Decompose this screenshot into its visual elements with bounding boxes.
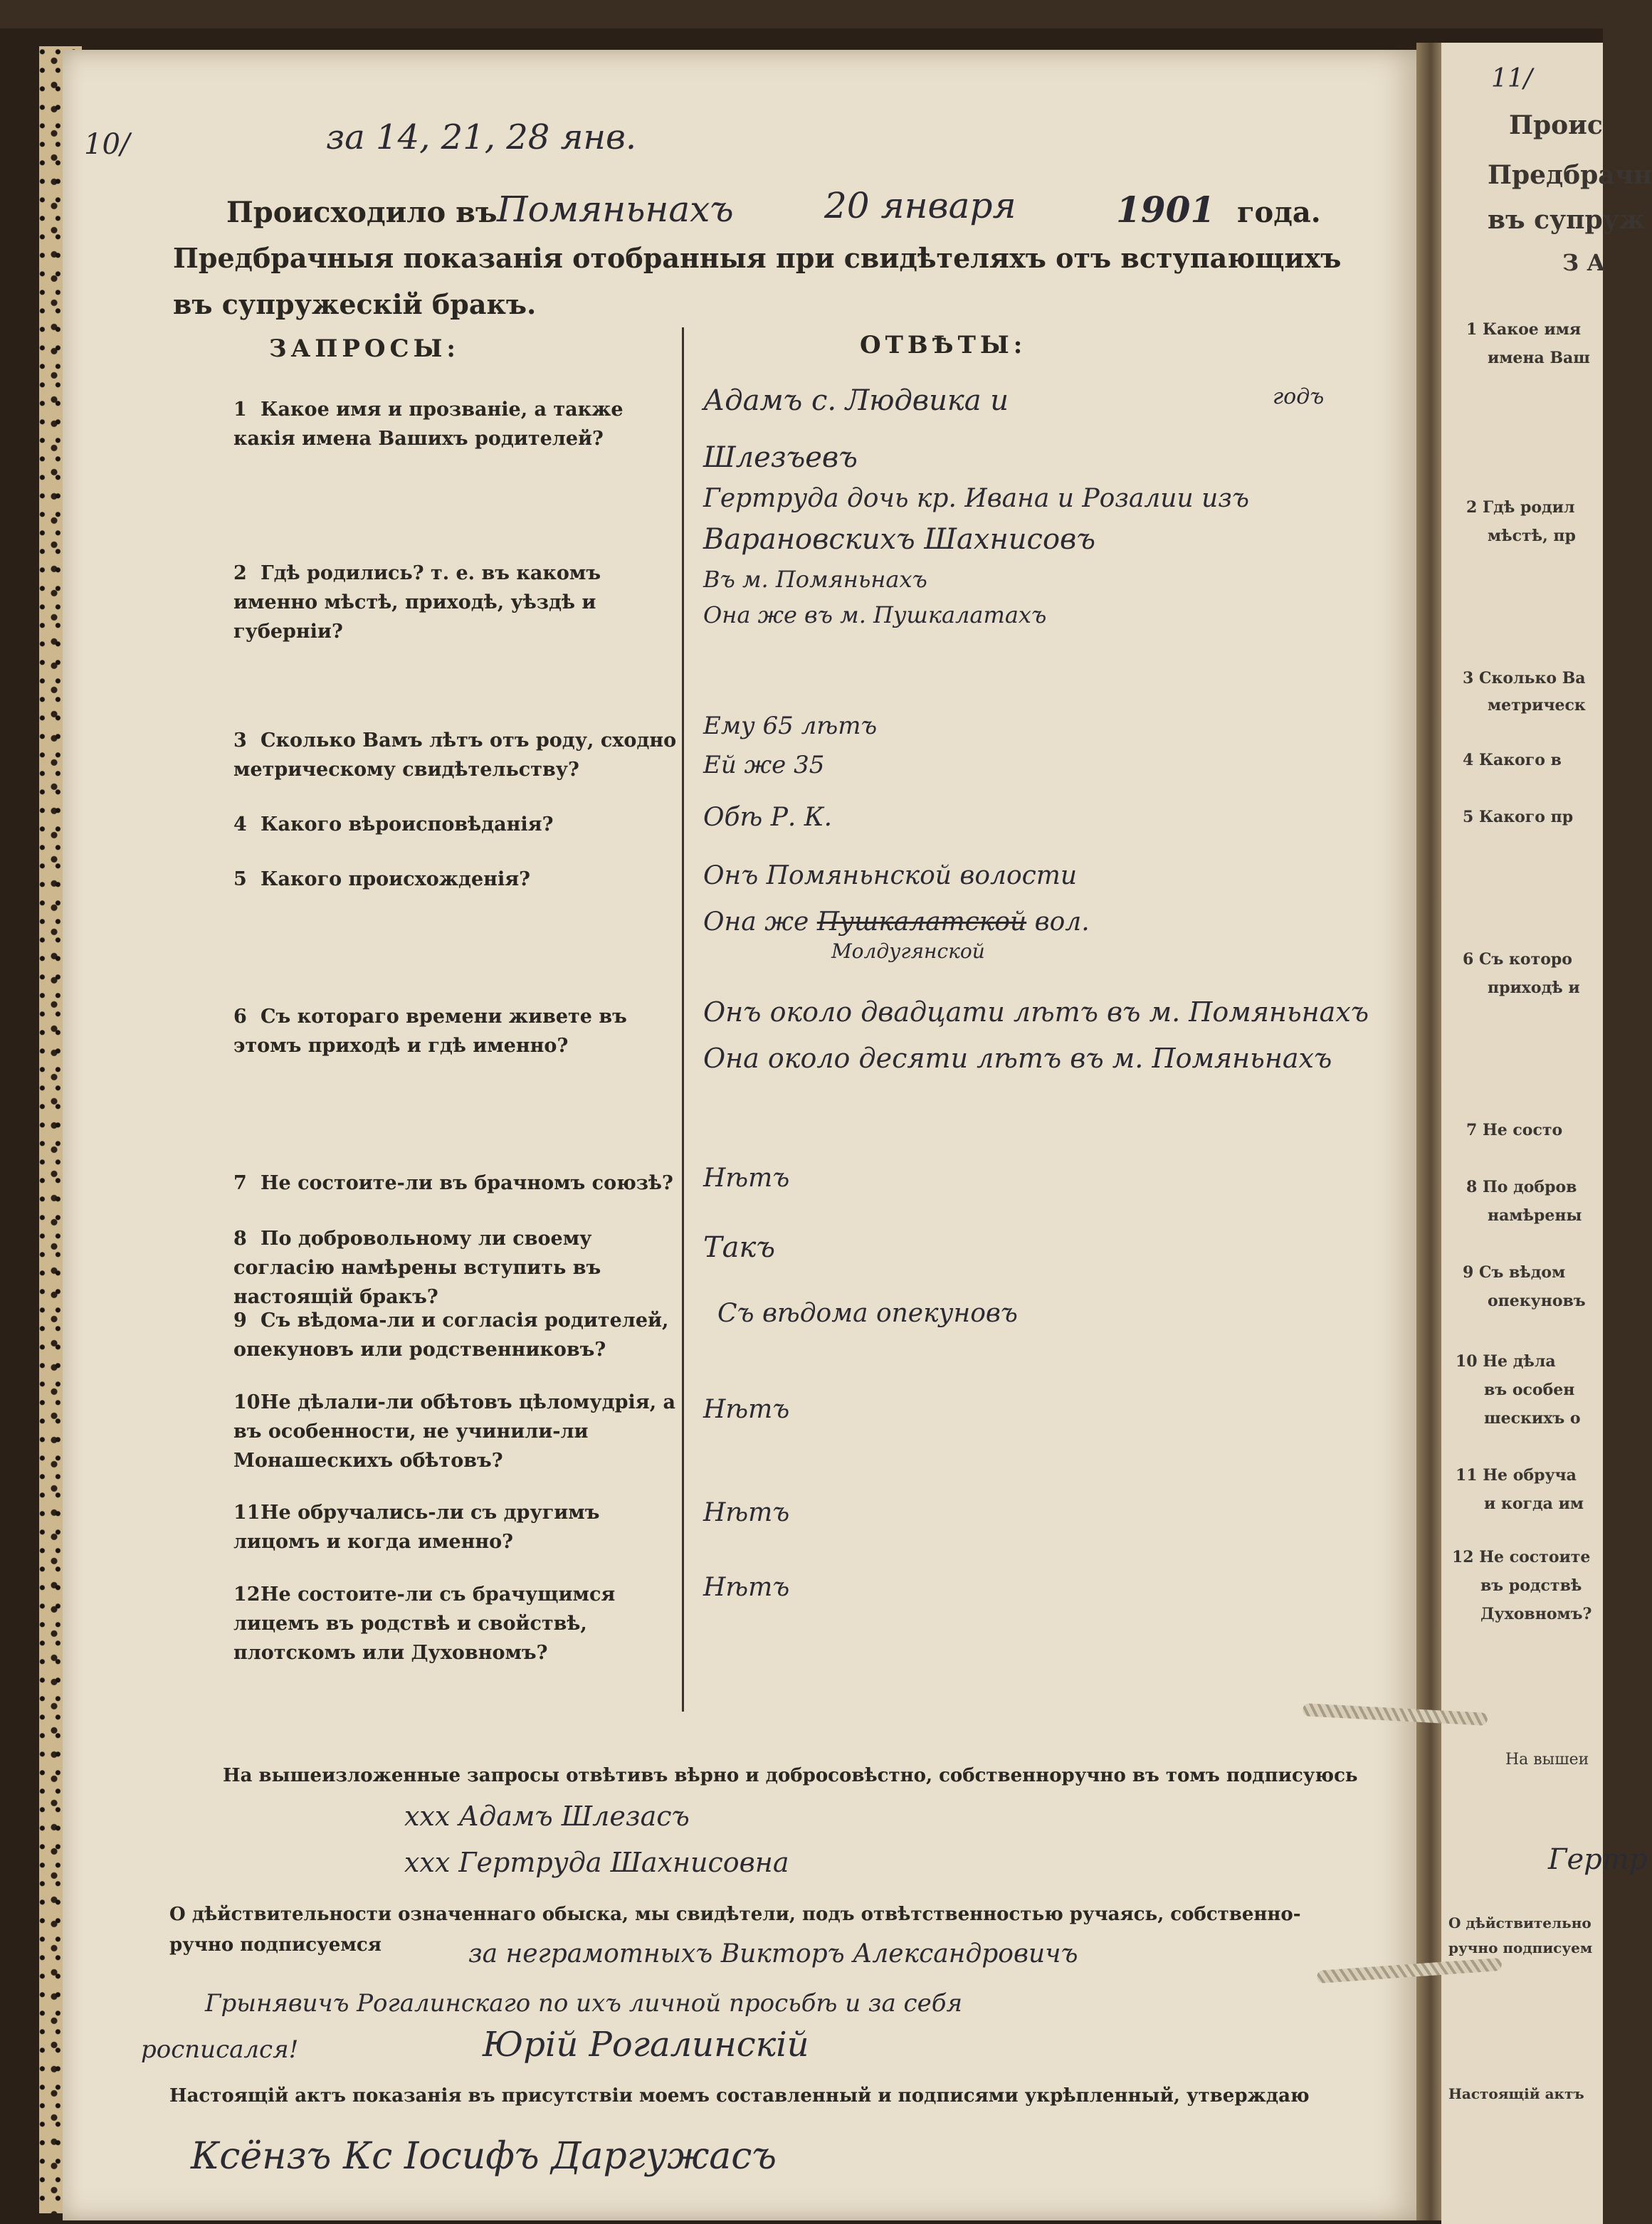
np-q10: 10 Не дѣла <box>1456 1352 1556 1371</box>
np-q4: 4 Какого в <box>1463 751 1562 769</box>
np-q10c: шескихъ о <box>1484 1409 1581 1428</box>
np-q12c: Духовномъ? <box>1480 1605 1592 1623</box>
header-date: 20 января <box>824 185 1016 226</box>
np-q9b: опекуновъ <box>1488 1292 1586 1310</box>
answer-10: Нѣтъ <box>703 1395 790 1424</box>
np-header2: Предбрачн <box>1488 160 1652 190</box>
np-q11: 11 Не обруча <box>1456 1466 1577 1485</box>
header-line1-suffix: года. <box>1237 196 1321 229</box>
header-year: 1901 <box>1116 189 1216 231</box>
question-10: 10Не дѣлали-ли обѣтовъ цѣломудрія, а въ особенности, не учинили-ли Монашескихъ обѣтовъ? <box>233 1391 676 1472</box>
signature-groom: xxx Адамъ Шлезасъ <box>404 1801 690 1832</box>
np-f5: Настоящій актъ <box>1448 2085 1584 2102</box>
np-q7: 7 Не состо <box>1466 1121 1563 1139</box>
question-12: 12Не состоите-ли съ брачущимся лицемъ въ родствѣ и свойствѣ, плотскомъ или Духовномъ? <box>233 1583 616 1664</box>
witness-text-2: ручно подписуемся <box>169 1934 382 1956</box>
right-page-fragment <box>1441 43 1652 2224</box>
question-5: 5 Какого происхожденія? <box>233 868 530 890</box>
left-page-number: 10/ <box>84 128 130 161</box>
np-f2: Гертр <box>1548 1843 1648 1876</box>
np-header3: въ супруж <box>1488 205 1646 235</box>
np-q2b: мѣстѣ, пр <box>1488 527 1576 545</box>
np-f3: О дѣйствительно <box>1448 1914 1592 1931</box>
answer-2-line2: Она же въ м. Пушкалатахъ <box>703 601 1047 628</box>
np-q6: 6 Съ которо <box>1463 950 1572 969</box>
answer-2-line1: Въ м. Помяньнахъ <box>703 566 927 593</box>
questions-heading: ЗАПРОСЫ: <box>269 334 460 363</box>
question-8: 8 По добровольному ли своему согласію намѣрены вступить въ настоящій бракъ? <box>233 1228 601 1308</box>
answer-1-line3: Гертруда дочь кр. Ивана и Розалии изъ <box>703 484 1249 513</box>
np-f4: ручно подписуем <box>1448 1939 1593 1956</box>
answer-4: Обѣ Р. К. <box>703 803 833 832</box>
answer-5-line2: Она же Пушкалатской вол. <box>703 907 1090 937</box>
np-f1: На вышеи <box>1505 1751 1589 1769</box>
left-page <box>63 50 1426 2220</box>
np-q8b: намѣрены <box>1488 1206 1582 1225</box>
question-2: 2 Гдѣ родились? т. е. въ какомъ именно мѣстѣ, приходѣ, уѣздѣ и губерніи? <box>233 562 601 643</box>
np-q12: 12 Не состоите <box>1452 1548 1591 1566</box>
answer-1-line1: Адамъ с. Людвика и <box>703 384 1009 417</box>
affirm-text: На вышеизложенные запросы отвѣтивъ вѣрно и добросовѣстно, собственноручно въ томъ подписуюсь <box>223 1765 1358 1786</box>
question-3: 3 Сколько Вамъ лѣтъ отъ роду, сходно метрическому свидѣтельству? <box>233 729 677 781</box>
answer-3-line1: Ему 65 лѣтъ <box>703 712 878 740</box>
np-header1: Проис <box>1509 110 1603 140</box>
priest-signature: Ксёнзъ Кс Іосифъ Даргужасъ <box>191 2135 777 2178</box>
question-11: 11Не обручались-ли съ другимъ лицомъ и когда именно? <box>233 1502 600 1553</box>
np-col-head: З А <box>1562 249 1606 276</box>
handwritten-dates: за 14, 21, 28 янв. <box>326 117 637 157</box>
np-q10b: въ особен <box>1484 1381 1575 1399</box>
np-q6b: приходѣ и <box>1488 979 1580 997</box>
np-q5: 5 Какого пр <box>1463 808 1574 826</box>
answer-1-line4: Варановскихъ Шахнисовъ <box>703 523 1095 556</box>
answer-7: Нѣтъ <box>703 1164 790 1193</box>
np-q11b: и когда им <box>1484 1495 1584 1513</box>
witness-signature: Юрій Рогалинскій <box>483 2025 809 2065</box>
answers-heading: ОТВѢТЫ: <box>860 331 1027 359</box>
answer-3-line2: Ей же 35 <box>703 751 825 779</box>
witness-text-1: О дѣйствительности означеннаго обыска, мы свидѣтели, подъ отвѣтственностью ручаясь, собственно- <box>169 1904 1301 1925</box>
np-q8: 8 По добров <box>1466 1178 1577 1196</box>
np-q1: 1 Какое имя <box>1466 320 1582 339</box>
question-4: 4 Какого вѣроисповѣданія? <box>233 813 554 836</box>
np-q2: 2 Гдѣ родил <box>1466 498 1575 517</box>
book-gutter <box>1416 43 1445 2220</box>
answer-1-line2: Шлезъевъ <box>703 441 858 474</box>
answer-6-line2: Она около десяти лѣтъ въ м. Помяньнахъ <box>703 1043 1332 1074</box>
answer-1-note: годъ <box>1273 384 1325 409</box>
answer-9: Съ вѣдома опекуновъ <box>717 1299 1018 1328</box>
header-line1-prefix: Происходило въ <box>226 196 498 229</box>
np-q3b: метрическ <box>1488 696 1586 715</box>
act-text: Настоящій актъ показанія въ присутствіи моемъ составленный и подписями укрѣпленный, утверждаю <box>169 2085 1310 2107</box>
answer-6-line1: Онъ около двадцати лѣтъ въ м. Помяньнахъ <box>703 996 1369 1028</box>
np-q12b: въ родствѣ <box>1480 1576 1582 1595</box>
answer-5-line1: Онъ Помяньнской волости <box>703 861 1078 890</box>
np-q9: 9 Съ вѣдом <box>1463 1263 1566 1282</box>
header-line3: въ супружескій бракъ. <box>173 288 537 320</box>
question-6: 6 Съ котораго времени живете въ этомъ приходѣ и гдѣ именно? <box>233 1006 627 1057</box>
answer-8: Такъ <box>703 1231 776 1264</box>
np-q3: 3 Сколько Ва <box>1463 669 1586 687</box>
question-1: 1 Какое имя и прозваніе, а также какія имена Вашихъ родителей? <box>233 399 624 450</box>
answer-5-insert: Молдугянской <box>831 939 985 963</box>
header-line2: Предбрачныя показанія отобранныя при свидѣтеляхъ отъ вступающихъ <box>173 242 1342 274</box>
witness-hand-2: Грынявичъ Рогалинскаго по ихъ личной просьбѣ и за себя <box>205 1989 962 2018</box>
signature-bride: xxx Гертруда Шахнисовна <box>404 1847 789 1878</box>
witness-hand-3: росписался! <box>141 2035 299 2064</box>
witness-hand-1: за неграмотныхъ Викторъ Александровичъ <box>468 1939 1078 1969</box>
right-page-number: 11/ <box>1491 64 1532 93</box>
answer-11: Нѣтъ <box>703 1498 790 1527</box>
answer-12: Нѣтъ <box>703 1573 790 1602</box>
header-place: Помяньнахъ <box>497 189 734 230</box>
question-9: 9 Съ вѣдома-ли и согласія родителей, опекуновъ или родственниковъ? <box>233 1309 669 1361</box>
question-7: 7 Не состоите-ли въ брачномъ союзѣ? <box>233 1172 673 1194</box>
np-q1b: имена Ваш <box>1488 349 1590 367</box>
